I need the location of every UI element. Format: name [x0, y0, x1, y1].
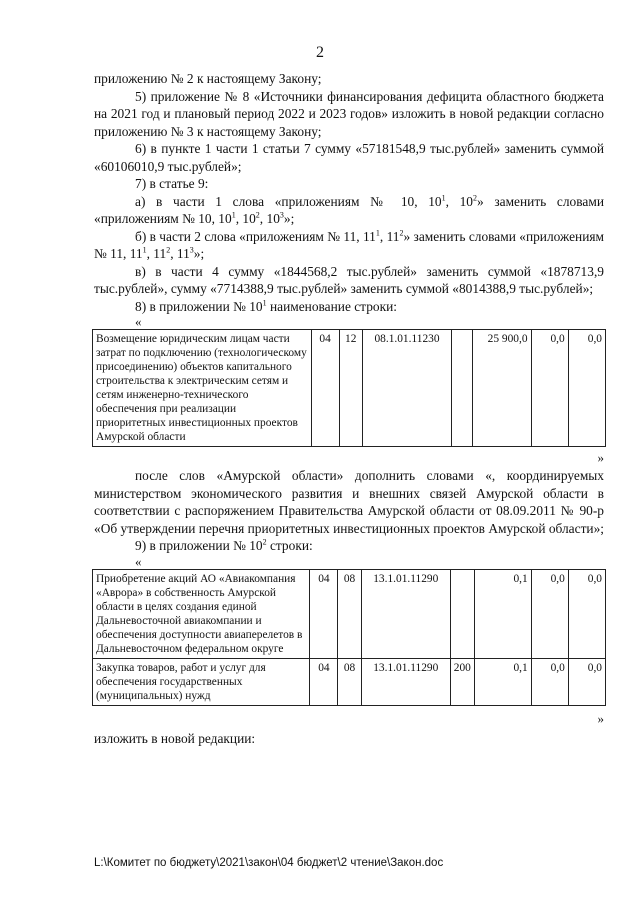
paragraph-8: 8) в приложении № $10^1$ наименование строки: [135, 298, 397, 314]
paragraph-7: в) в части 4 сумму «1844568,2 тыс.рублей» заменить суммой «1878713,9 тыс.рублей», сумму «7714388,9 тыс.рублей» заменить суммой «8014388,9 тыс.рублей»; [94, 263, 604, 296]
table-row [93, 569, 606, 658]
paragraph-9: после слов «Амурской области» дополнить словами «, координируемых министерством экономического развития и внешних связей Амурской области в соответствии с распоряжением Правительства Амурской области от 08.09.2011 № 90-р «Об утверждении перечня приоритетных инвестиционных проектов Амурской области»; [94, 468, 605, 536]
paragraph-5: а) в части 1 слова «приложениям № 10, $10^1$, $10^2$» заменить словами «приложениям № 10, $10^1$, $10^2$, $10^3$»; [94, 193, 604, 226]
quote-close-1: » [597, 450, 604, 465]
expense-type-cell: 200 [450, 658, 474, 705]
subsection-code-cell: 08 [338, 569, 361, 658]
row-name-cell: Приобретение акций АО «Авиакомпания «Аврора» в собственность Амурской области в целях создания единой Дальневосточной авиакомпании и обеспечения доступности авиаперелетов в Дальневосточном федеральном округе [93, 569, 310, 658]
subsection-code-cell: 12 [339, 330, 362, 447]
budget-table-2 [92, 569, 606, 706]
table-row [93, 658, 606, 705]
paragraph-4: 7) в статье 9: [135, 176, 209, 191]
paragraph-10: 9) в приложении № $10^2$ строки: [135, 537, 313, 553]
amount-2021-cell: 0,1 [474, 658, 531, 705]
section-code-cell: 04 [310, 658, 338, 705]
paragraph-3: 6) в пункте 1 части 1 статьи 7 сумму «57181548,9 тыс.рублей» заменить суммой «60106010,9 тыс.рублей»; [94, 141, 604, 174]
page-number: 2 [316, 44, 324, 61]
budget-table-1 [92, 329, 606, 447]
expense-type-cell [452, 330, 473, 447]
paragraph-2: 5) приложение № 8 «Источники финансирования дефицита областного бюджета на 2021 год и плановый период 2022 и 2023 годов» изложить в новой редакции согласно приложению № 3 к настоящему Закону; [94, 88, 604, 139]
paragraph-1: приложению № 2 к настоящему Закону; [94, 71, 322, 86]
document-body [94, 70, 604, 747]
quote-open-2: « [135, 553, 142, 569]
target-article-cell: 08.1.01.11230 [362, 330, 451, 447]
amount-2021-cell: 0,1 [474, 569, 531, 658]
amount-2022-cell: 0,0 [531, 330, 568, 447]
subsection-code-cell: 08 [338, 658, 361, 705]
section-code-cell: 04 [310, 569, 338, 658]
paragraph-11: изложить в новой редакции: [94, 730, 256, 746]
quote-open-1: « [135, 314, 142, 329]
file-path-footer: L:\Комитет по бюджету\2021\закон\04 бюджет\2 чтение\Закон.doc [94, 857, 444, 869]
target-article-cell: 13.1.01.11290 [361, 658, 450, 705]
amount-2023-cell: 0,0 [568, 569, 605, 658]
amount-2021-cell: 25 900,0 [473, 330, 531, 447]
amount-2023-cell: 0,0 [568, 658, 605, 705]
target-article-cell: 13.1.01.11290 [361, 569, 450, 658]
expense-type-cell [450, 569, 474, 658]
quote-close-2: » [597, 710, 604, 726]
row-name-cell: Возмещение юридическим лицам части затрат по подключению (технологическому присоединению) объектов капитального строительства к электрическим сетям и сетям инженерно-технического обеспечения при реализации приоритетных инвестиционных проектов Амурской области [93, 330, 312, 447]
section-code-cell: 04 [311, 330, 339, 447]
amount-2022-cell: 0,0 [531, 569, 568, 658]
table-row [93, 330, 606, 447]
row-name-cell: Закупка товаров, работ и услуг для обеспечения государственных (муниципальных) нужд [93, 658, 310, 705]
amount-2022-cell: 0,0 [531, 658, 568, 705]
amount-2023-cell: 0,0 [568, 330, 605, 447]
paragraph-6: б) в части 2 слова «приложениям № 11, $11^1$, $11^2$» заменить словами «приложениям № 11, $11^1$, $11^2$, $11^3$»; [94, 228, 604, 261]
